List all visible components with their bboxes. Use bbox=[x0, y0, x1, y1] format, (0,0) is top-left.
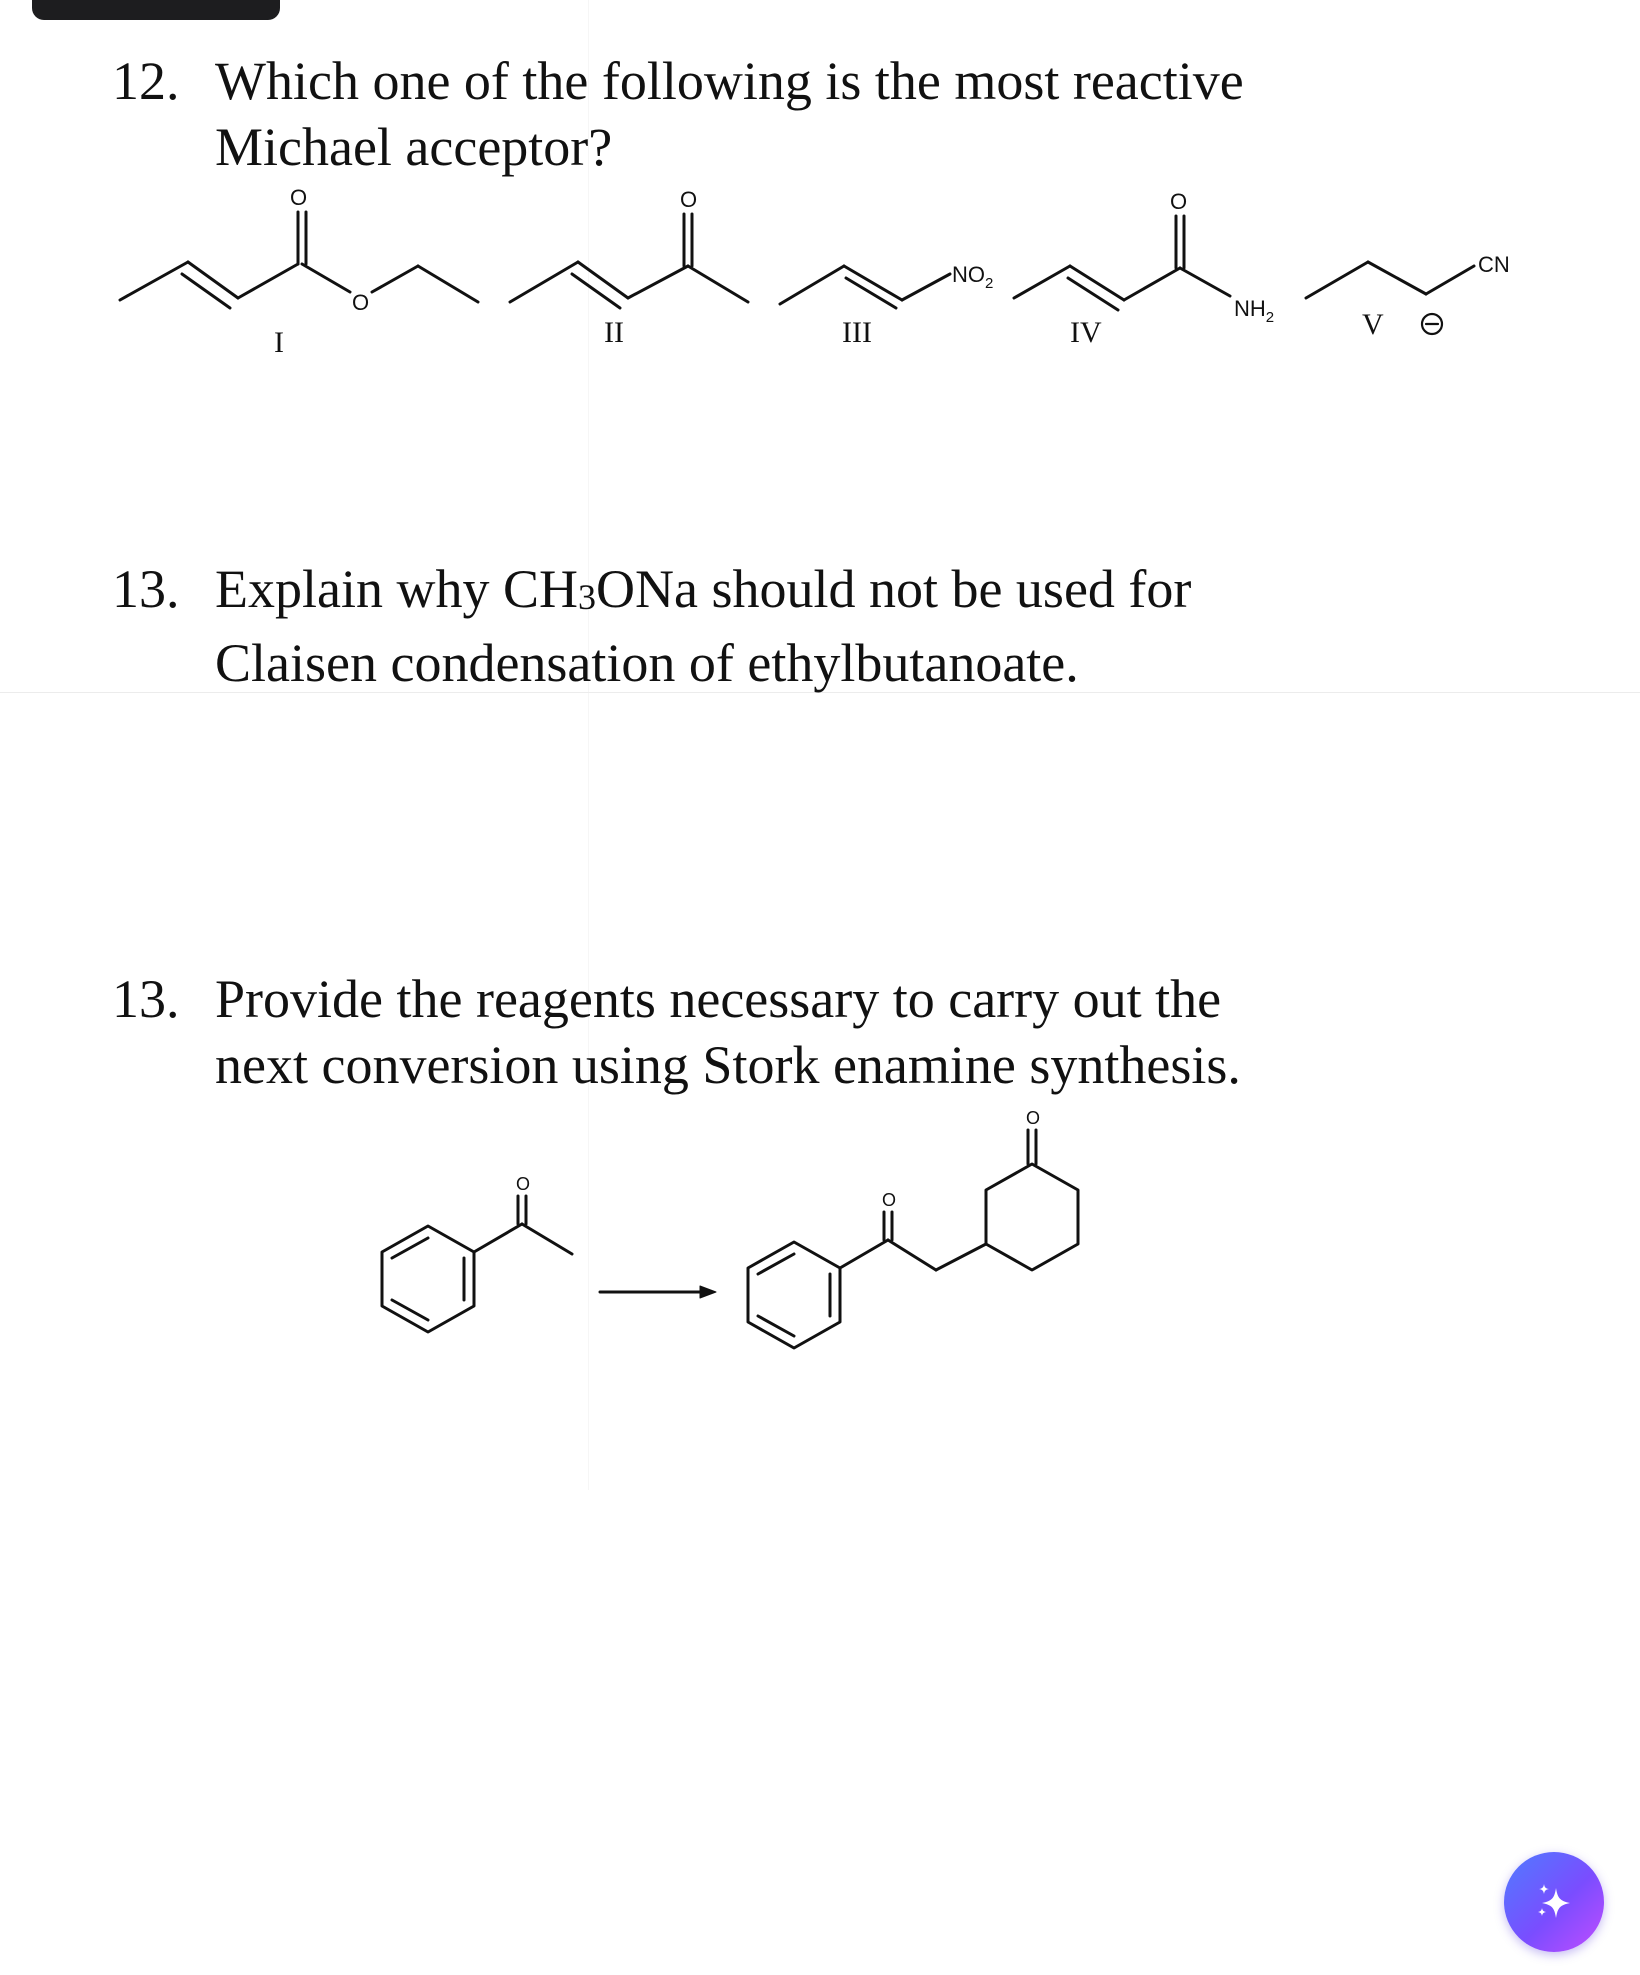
label-iv: IV bbox=[1070, 316, 1102, 349]
structure-iv-nh2-label bbox=[1234, 296, 1274, 326]
label-ii: II bbox=[604, 316, 624, 349]
structure-ii-carbonyl-o: O bbox=[680, 187, 698, 212]
structure-i-ester-o: O bbox=[352, 290, 370, 315]
structure-v bbox=[1306, 262, 1474, 334]
nh2-sub: 2 bbox=[1265, 309, 1275, 326]
product-ketone-o: O bbox=[882, 1190, 897, 1210]
question-13a-line1-a: Explain why CH bbox=[215, 559, 578, 619]
acetophenone-o: O bbox=[516, 1174, 531, 1194]
structure-i-carbonyl-o: O bbox=[290, 185, 308, 210]
question-13b-line1: Provide the reagents necessary to carry out the bbox=[215, 969, 1222, 1029]
product-structure bbox=[748, 1130, 1078, 1348]
structure-ii bbox=[510, 214, 748, 308]
structure-iii bbox=[780, 266, 950, 308]
structure-iii-no2-label bbox=[952, 262, 993, 292]
assistant-sparkle-button[interactable] bbox=[1504, 1852, 1604, 1952]
nh2-main: NH bbox=[1234, 296, 1266, 321]
starting-material-acetophenone bbox=[382, 1196, 572, 1332]
product-ring-o: O bbox=[1026, 1108, 1041, 1128]
structure-v-cn-label: CN bbox=[1478, 252, 1510, 277]
label-iii: III bbox=[842, 316, 872, 349]
sparkle-icon bbox=[1530, 1878, 1578, 1926]
label-i: I bbox=[274, 326, 284, 359]
structure-iv bbox=[1014, 216, 1230, 310]
question-12-line1: Which one of the following is the most reactive bbox=[215, 51, 1244, 111]
question-13a-line1-b: ONa should not be used for bbox=[595, 559, 1192, 619]
reaction-arrow bbox=[600, 1286, 716, 1298]
label-v: V bbox=[1362, 308, 1384, 341]
atom-labels bbox=[290, 185, 1510, 1210]
no2-sub: 2 bbox=[985, 275, 994, 292]
question-13b-line2: next conversion using Stork enamine synthesis. bbox=[215, 1035, 1241, 1095]
question-13a-number: 13. bbox=[112, 559, 180, 619]
roman-labels bbox=[274, 308, 1384, 359]
question-12-number: 12. bbox=[112, 51, 180, 111]
question-13b-number: 13. bbox=[112, 969, 180, 1029]
no2-main: NO bbox=[952, 262, 985, 287]
question-13a-line2: Claisen condensation of ethylbutanoate. bbox=[215, 633, 1079, 693]
question-13a-line1-sub: 3 bbox=[577, 577, 596, 617]
structure-i bbox=[120, 212, 478, 308]
question-12-line2: Michael acceptor? bbox=[215, 117, 613, 177]
structure-iv-carbonyl-o: O bbox=[1170, 189, 1188, 214]
